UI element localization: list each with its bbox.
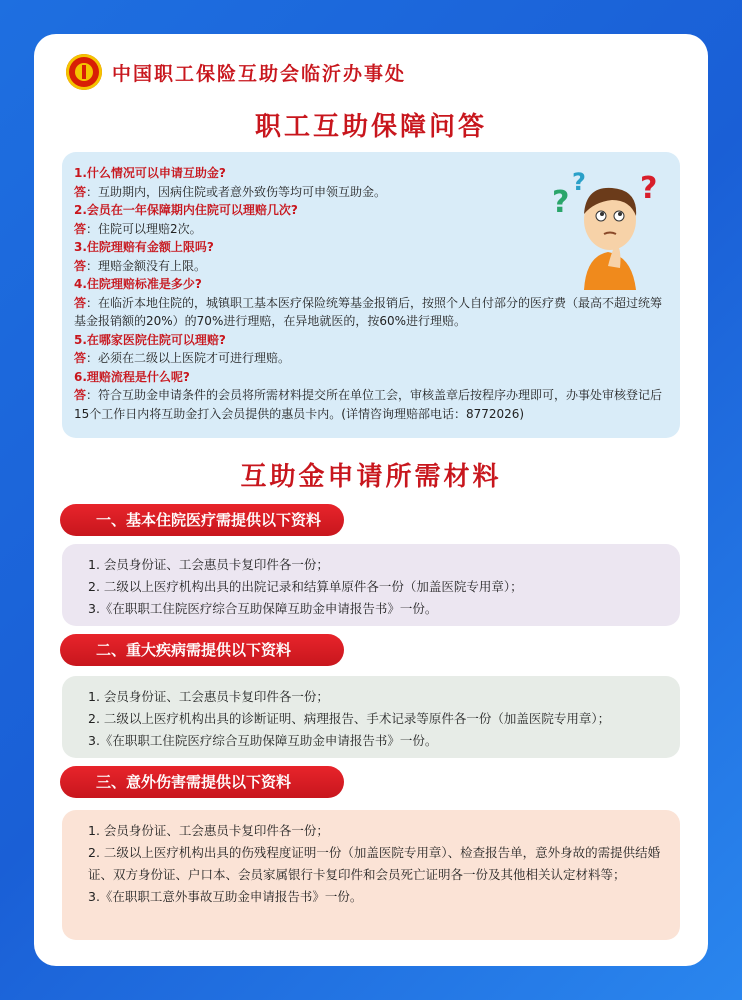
question: 5.在哪家医院住院可以理赔? (74, 332, 226, 347)
qa-box (62, 152, 680, 438)
org-name: 中国职工保险互助会临沂办事处 (112, 62, 407, 85)
answer-text: ：必须在二级以上医院才可进行理赔。 (86, 351, 291, 365)
svg-text:?: ? (572, 170, 586, 196)
section-box-critical (62, 676, 680, 758)
list-item: 2. 二级以上医疗机构出具的诊断证明、病理报告、手术记录等原件各一份（加盖医院专用章）； (88, 711, 611, 726)
answer-prefix: 答 (74, 184, 87, 199)
svg-text:?: ? (640, 171, 658, 206)
union-logo-icon (66, 54, 102, 90)
answer (74, 294, 672, 331)
thinking-person-icon (550, 170, 664, 290)
answer (74, 386, 672, 423)
answer-prefix: 答 (74, 388, 87, 402)
question: 6.理赔流程是什么呢? (74, 369, 190, 384)
list-item: 1. 会员身份证、工会惠员卡复印件各一份； (88, 557, 329, 572)
section-title-basic: 一、基本住院医疗需提供以下资料 (60, 504, 344, 536)
qa-item (74, 368, 672, 424)
qa-title: 职工互助保障问答 (254, 112, 487, 142)
section-box-accident (62, 810, 680, 940)
section-title-critical: 二、重大疾病需提供以下资料 (60, 634, 344, 666)
svg-text:?: ? (552, 185, 570, 220)
answer (74, 183, 494, 202)
list-item: 2. 二级以上医疗机构出具的伤残程度证明一份（加盖医院专用章）、检查报告单，意外身故的需提供结婚证、双方身份证、户口本、会员家属银行卡复印件和会员死亡证明各一份及其他相关认定材料等； (88, 845, 661, 882)
header (66, 54, 406, 90)
answer-prefix: 答 (74, 295, 87, 310)
question: 4.住院理赔标准是多少? (74, 277, 202, 291)
question: 1.什么情况可以申请互助金? (74, 166, 226, 180)
answer-text: ：理赔金额没有上限。 (86, 258, 207, 273)
list-item: 3.《在职职工住院医疗综合互助保障互助金申请报告书》一份。 (88, 601, 438, 616)
answer-text: ：符合互助金申请条件的会员将所需材料提交所在单位工会，审核盖章后按程序办理即可，办事处审核登记后15个工作日内将互助金打入会员提供的惠员卡内。(详情咨询理赔部电话：8772026) (74, 388, 663, 421)
answer-text: ：住院可以理赔2次。 (86, 221, 202, 236)
section-box-basic (62, 544, 680, 626)
answer-prefix: 答 (74, 351, 87, 365)
poster-card (34, 34, 708, 966)
answer-text: ：互助期内，因病住院或者意外致伤等均可申领互助金。 (86, 184, 387, 199)
qa-item (74, 331, 672, 368)
answer-prefix: 答 (74, 221, 87, 236)
list-item: 1. 会员身份证、工会惠员卡复印件各一份； (88, 823, 329, 838)
list-item: 1. 会员身份证、工会惠员卡复印件各一份； (88, 689, 329, 704)
answer-prefix: 答 (74, 258, 87, 273)
materials-title: 互助金申请所需材料 (240, 462, 502, 492)
question: 3.住院理赔有金额上限吗? (74, 240, 214, 254)
answer (74, 349, 672, 368)
list-item: 3.《在职职工意外事故互助金申请报告书》一份。 (88, 889, 363, 904)
list-item: 2. 二级以上医疗机构出具的出院记录和结算单原件各一份（加盖医院专用章）； (88, 579, 523, 594)
section-title-accident: 三、意外伤害需提供以下资料 (60, 766, 344, 798)
list-item: 3.《在职职工住院医疗综合互助保障互助金申请报告书》一份。 (88, 733, 438, 748)
answer-text: ：在临沂本地住院的，城镇职工基本医疗保险统筹基金报销后，按照个人自付部分的医疗费（最高不超过统筹基金报销额的20%）的70%进行理赔，在异地就医的，按60%进行理赔。 (74, 295, 663, 328)
question: 2.会员在一年保障期内住院可以理赔几次? (74, 203, 298, 217)
